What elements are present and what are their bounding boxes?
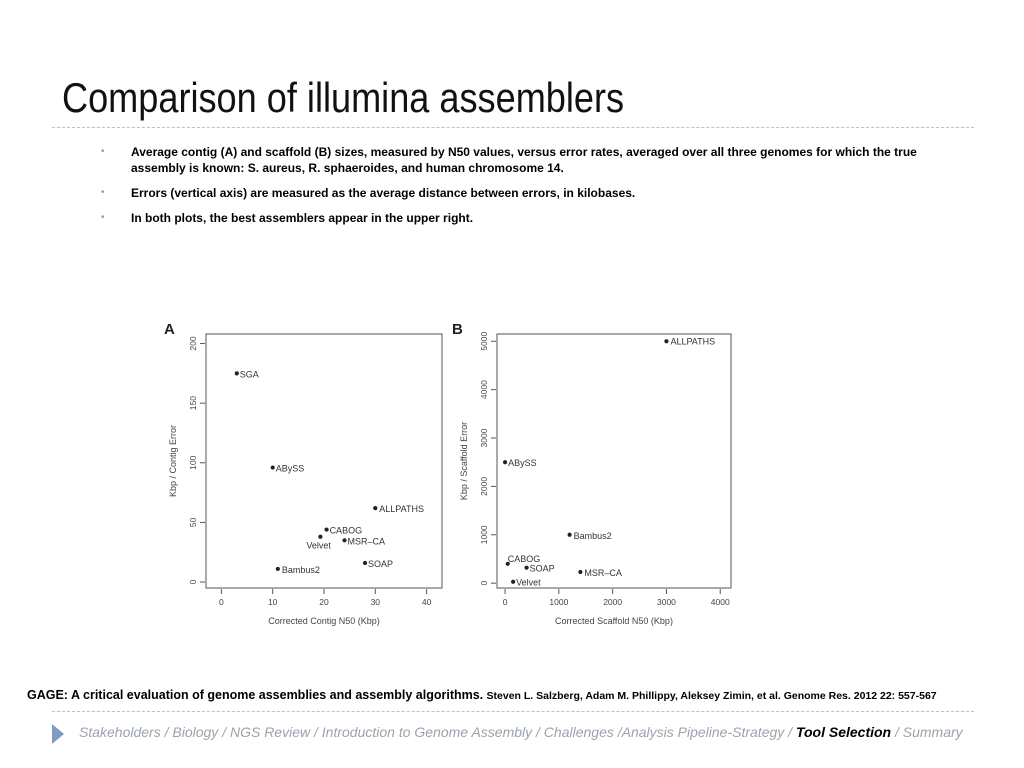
data-point: [324, 527, 328, 531]
y-tick-label: 3000: [479, 428, 489, 448]
breadcrumb-before: Stakeholders / Biology / NGS Review / Introduction to Genome Assembly / Challenges /Analysis Pipeline-Strategy /: [79, 724, 793, 740]
data-point: [342, 538, 346, 542]
bullet-item: [100, 210, 970, 226]
x-tick-label: 3000: [656, 597, 676, 607]
citation-authors: Steven L. Salzberg, Adam M. Phillippy, Aleksey Zimin, et al. Genome Res. 2012 22: 557-567: [486, 690, 937, 702]
data-point: [511, 580, 515, 584]
data-point: [276, 567, 280, 571]
data-point: [578, 570, 582, 574]
x-axis-label: Corrected Contig N50 (Kbp): [268, 616, 380, 626]
bullet-marker: •: [101, 146, 105, 157]
panel-label: B: [452, 321, 463, 338]
panel-label: A: [164, 321, 175, 338]
point-label: CABOG: [329, 525, 363, 536]
data-point: [363, 561, 367, 565]
y-tick-label: 200: [188, 336, 198, 351]
data-point: [503, 460, 507, 464]
y-tick-label: 2000: [479, 476, 489, 496]
point-label: Velvet: [306, 540, 331, 551]
play-arrow-icon: [52, 724, 64, 744]
bullet-item: [100, 185, 970, 201]
point-label: ALLPATHS: [670, 336, 716, 347]
point-label: SOAP: [368, 558, 394, 569]
x-axis-label: Corrected Scaffold N50 (Kbp): [555, 616, 673, 626]
y-tick-label: 50: [188, 517, 198, 528]
data-point: [568, 533, 572, 537]
x-tick-label: 0: [219, 597, 224, 607]
y-tick-label: 150: [188, 396, 198, 411]
bullet-text: In both plots, the best assemblers appear in the upper right.: [131, 211, 474, 225]
x-tick-label: 10: [267, 597, 278, 607]
data-point: [524, 566, 528, 570]
point-label: SOAP: [529, 563, 555, 574]
point-label: Bambus2: [281, 564, 320, 575]
y-tick-label: 100: [188, 455, 198, 470]
citation-title: GAGE: A critical evaluation of genome assemblies and assembly algorithms.: [27, 688, 484, 702]
breadcrumb-after: / Summary: [894, 724, 963, 740]
bullet-item: [100, 144, 970, 176]
data-point: [373, 506, 377, 510]
x-tick-label: 0: [502, 597, 508, 607]
point-label: ABySS: [508, 458, 537, 469]
footer-nav: [52, 720, 1012, 746]
y-axis-label: Kbp / Scaffold Error: [459, 421, 469, 501]
y-tick-label: 1000: [479, 525, 489, 545]
y-axis-label: Kbp / Contig Error: [168, 424, 178, 498]
data-point: [664, 339, 668, 343]
bullet-marker: •: [101, 187, 105, 198]
point-label: ABySS: [275, 463, 305, 474]
scatter-charts: [150, 310, 750, 626]
data-point: [235, 371, 239, 375]
x-tick-label: 40: [421, 597, 432, 607]
y-tick-label: 0: [188, 579, 198, 585]
bullet-list: [100, 144, 970, 235]
bullet-text: Errors (vertical axis) are measured as the average distance between errors, in kilobases.: [131, 186, 636, 200]
data-point: [318, 535, 322, 539]
point-label: Bambus2: [573, 530, 612, 541]
x-tick-label: 4000: [710, 597, 730, 607]
breadcrumb-current: Tool Selection: [795, 724, 892, 740]
point-label: Velvet: [516, 577, 541, 588]
x-tick-label: 20: [319, 597, 329, 607]
x-tick-label: 30: [370, 597, 381, 607]
point-label: MSR–CA: [347, 536, 386, 547]
citation: [27, 688, 937, 702]
title-divider: [52, 127, 974, 128]
point-label: MSR–CA: [584, 568, 622, 579]
data-point: [271, 465, 275, 469]
x-tick-label: 2000: [603, 597, 623, 607]
breadcrumb: [79, 724, 963, 740]
y-tick-label: 0: [479, 580, 489, 586]
point-label: SGA: [239, 369, 259, 380]
y-tick-label: 5000: [479, 331, 489, 351]
slide-title: Comparison of illumina assemblers: [62, 74, 625, 121]
point-label: ALLPATHS: [379, 504, 424, 515]
x-tick-label: 1000: [549, 597, 569, 607]
point-label: CABOG: [507, 553, 541, 564]
bullet-text: Average contig (A) and scaffold (B) sizes, measured by N50 values, versus error rates, averaged over all three genomes for which the true assembly is known: S. aureus, R. sphaeroides, and human chromosome 14.: [131, 145, 917, 175]
y-tick-label: 4000: [479, 380, 489, 400]
footer-divider: [52, 711, 974, 712]
bullet-marker: •: [101, 212, 105, 223]
